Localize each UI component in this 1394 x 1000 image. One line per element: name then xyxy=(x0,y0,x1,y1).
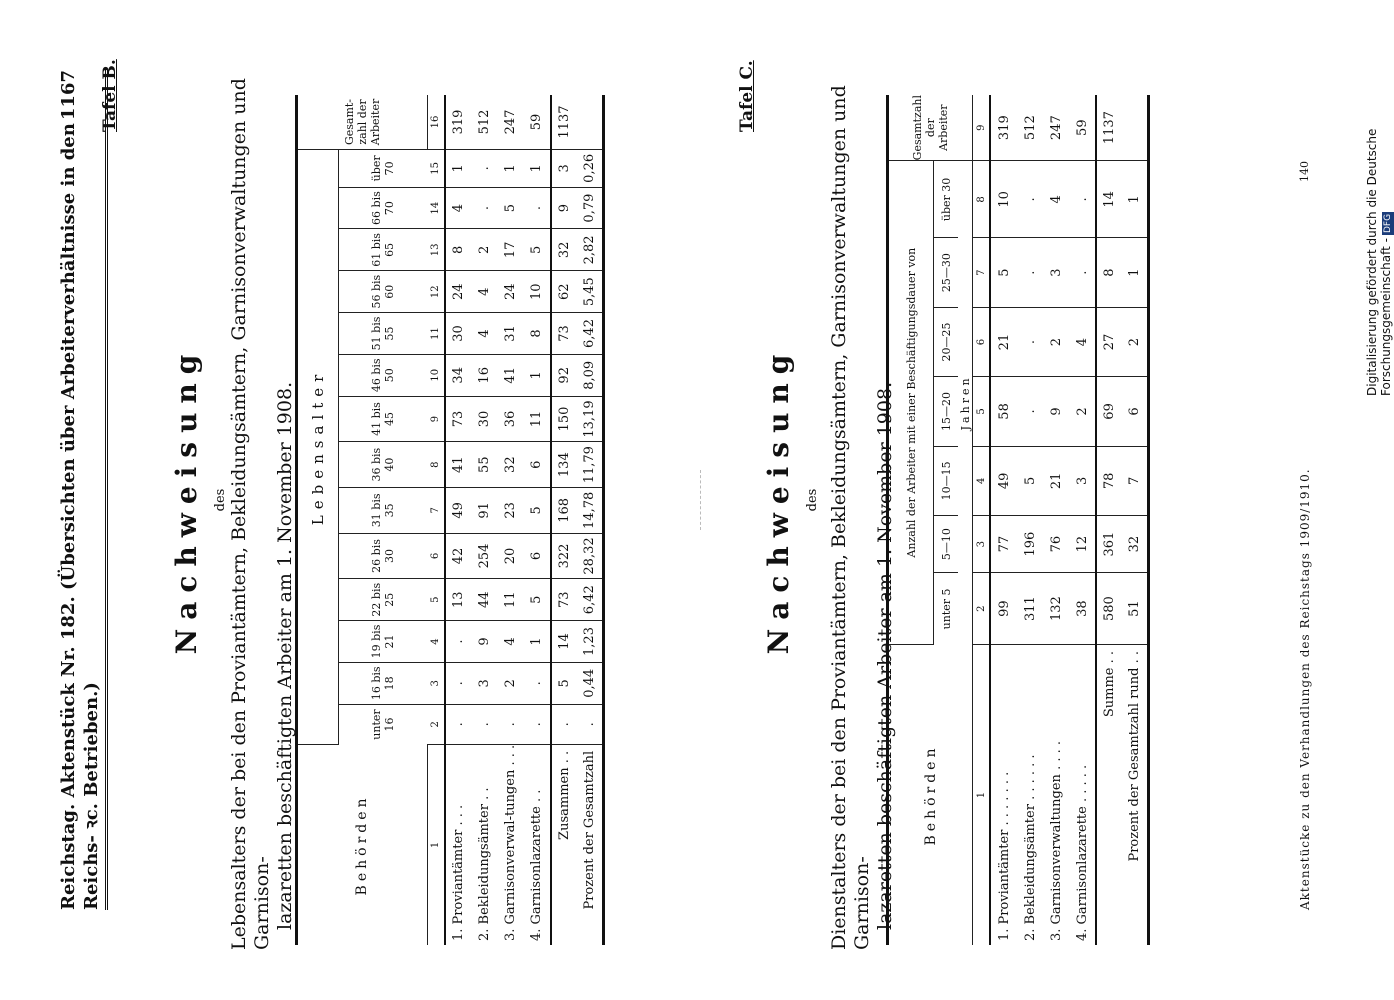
col-header-anzahl: Anzahl der Arbeiter mit einer Beschäftigungsdauer von xyxy=(888,161,934,645)
table-cell: 8 xyxy=(1096,238,1122,307)
table-cell: 59 xyxy=(1069,95,1096,161)
table-cell: 1 xyxy=(524,354,551,396)
table-cell: 2 xyxy=(472,229,498,271)
table-cell: 10 xyxy=(524,271,551,313)
table-cell: . xyxy=(445,662,472,704)
table-cell: 1137 xyxy=(1096,95,1122,161)
table-cell: 132 xyxy=(1043,573,1069,645)
table-cell: 1 xyxy=(1122,161,1149,238)
table-cell: 24 xyxy=(445,271,472,313)
percent-row xyxy=(1122,95,1149,945)
table-cell: 31 xyxy=(498,313,524,355)
col-number: 7 xyxy=(427,488,445,534)
table-cell: 134 xyxy=(551,442,577,488)
duration-group-header: 20—25 xyxy=(934,307,959,376)
table-cell: . xyxy=(524,662,551,704)
table-cell: 44 xyxy=(472,579,498,621)
table-cell: 27 xyxy=(1096,307,1122,376)
table-cell: 4 xyxy=(445,187,472,229)
table-cell: 24 xyxy=(498,271,524,313)
col-header-gesamt: Gesamt-zahl der Arbeiter xyxy=(297,95,428,150)
table-cell: 2 xyxy=(1122,307,1149,376)
table-row xyxy=(445,95,472,945)
table-cell: . xyxy=(445,704,472,744)
table-cell: 8 xyxy=(524,313,551,355)
row-label: Summe . . xyxy=(1096,645,1122,946)
table-cell: 34 xyxy=(445,354,472,396)
col-number: 1 xyxy=(427,744,445,945)
table-cell: . xyxy=(445,621,472,663)
col-header-behoerden: Behörden xyxy=(888,645,973,946)
col-number: 9 xyxy=(427,396,445,442)
table-cell: 3 xyxy=(1043,238,1069,307)
tafel-b-subtitle xyxy=(228,50,297,950)
table-row xyxy=(472,95,498,945)
table-cell: 6,42 xyxy=(577,579,604,621)
table-cell: 319 xyxy=(445,95,472,150)
table-cell: 11,79 xyxy=(577,442,604,488)
table-row xyxy=(1017,95,1043,945)
table-cell: 3 xyxy=(472,662,498,704)
table-cell: 23 xyxy=(498,488,524,534)
table-cell: 254 xyxy=(472,533,498,579)
col-number: 1 xyxy=(973,645,991,946)
tafel-b-table xyxy=(295,95,605,945)
table-cell: 319 xyxy=(990,95,1017,161)
col-header-gesamt: Gesamtzahl der Arbeiter xyxy=(888,95,973,161)
table-cell: 76 xyxy=(1043,516,1069,573)
tafel-b-subtitle-line1: Lebensalters der bei den Proviantämtern, Bekleidungsämtern, Garnisonverwaltungen und Garnison- xyxy=(228,78,273,950)
dfg-logo: DFG xyxy=(1383,213,1393,234)
table-cell: 3 xyxy=(551,150,577,188)
col-number: 12 xyxy=(427,271,445,313)
table-cell: 12 xyxy=(1069,516,1096,573)
age-group-header: 66 bis 70 xyxy=(339,187,428,229)
table-cell: 59 xyxy=(524,95,551,150)
table-cell: 4 xyxy=(1069,307,1096,376)
table-cell: 8 xyxy=(445,229,472,271)
duration-group-header: 15—20 xyxy=(934,377,959,446)
divider xyxy=(700,470,701,530)
table-cell: 2,82 xyxy=(577,229,604,271)
row-label: 2. Bekleidungsämter . . xyxy=(477,787,492,941)
table-cell: . xyxy=(524,704,551,744)
tafel-c-label: Tafel C. xyxy=(737,60,757,132)
col-number: 7 xyxy=(973,238,991,307)
col-header-jahren: Jahren xyxy=(958,161,973,645)
table-cell: 6 xyxy=(524,442,551,488)
table-cell: 5,45 xyxy=(577,271,604,313)
col-number: 4 xyxy=(427,621,445,663)
table-cell: . xyxy=(1069,161,1096,238)
table-cell: 16 xyxy=(472,354,498,396)
table-cell: 5 xyxy=(1017,446,1043,515)
table-cell: 247 xyxy=(498,95,524,150)
digitization-watermark xyxy=(1365,0,1394,396)
col-number: 4 xyxy=(973,446,991,515)
table-cell: 58 xyxy=(990,377,1017,446)
column-number-row xyxy=(973,95,991,945)
duration-group-header: unter 5 xyxy=(939,588,953,630)
table-cell: 11 xyxy=(524,396,551,442)
col-number: 15 xyxy=(427,150,445,188)
table-cell: 77 xyxy=(990,516,1017,573)
table-cell: 311 xyxy=(1017,573,1043,645)
table-cell: 6 xyxy=(524,533,551,579)
table-cell: 73 xyxy=(551,579,577,621)
table-cell: 92 xyxy=(551,354,577,396)
col-number: 9 xyxy=(973,95,991,161)
table-cell: 4 xyxy=(472,313,498,355)
page-number: 1167 xyxy=(58,70,79,121)
col-number: 6 xyxy=(427,533,445,579)
table-cell: 4 xyxy=(1043,161,1069,238)
age-group-header: 16 bis 18 xyxy=(339,662,428,704)
table-row xyxy=(498,95,524,945)
age-group-header: 22 bis 25 xyxy=(339,579,428,621)
table-cell: 62 xyxy=(551,271,577,313)
table-cell: 1 xyxy=(445,150,472,188)
table-cell: 247 xyxy=(1043,95,1069,161)
col-number: 2 xyxy=(427,704,445,744)
table-cell: 9 xyxy=(1043,377,1069,446)
tafel-b-subtitle-line2: lazaretten beschäftigten Arbeiter am 1. November 1908. xyxy=(274,381,296,930)
table-cell: 51 xyxy=(1122,573,1149,645)
running-head-text: Reichstag. Aktenstück Nr. 182. (Übersichten über Arbeiterverhältnisse in den Reichs- ꝛc. Betrieben.) xyxy=(58,123,102,910)
row-label: 3. Garnisonverwaltungen . . . . xyxy=(1048,741,1064,941)
table-cell: 55 xyxy=(472,442,498,488)
table-cell: 20 xyxy=(498,533,524,579)
table-row xyxy=(990,95,1017,945)
col-number: 5 xyxy=(973,377,991,446)
table-cell: 0,26 xyxy=(577,150,604,188)
table-cell: 17 xyxy=(498,229,524,271)
table-cell: . xyxy=(472,150,498,188)
table-cell: 69 xyxy=(1096,377,1122,446)
table-cell: 2 xyxy=(1069,377,1096,446)
table-cell: 322 xyxy=(551,533,577,579)
table-cell: . xyxy=(498,704,524,744)
table-cell: 2 xyxy=(1043,307,1069,376)
table-cell: 7 xyxy=(1122,446,1149,515)
table-cell: 10 xyxy=(990,161,1017,238)
total-row xyxy=(1096,95,1122,945)
age-group-header: 36 bis 40 xyxy=(339,442,428,488)
table-row xyxy=(524,95,551,945)
table-cell: 196 xyxy=(1017,516,1043,573)
row-label: 3. Garnisonverwal-tungen . . . xyxy=(503,744,518,941)
tafel-c-subtitle-line1: Dienstalters der bei den Proviantämtern, Bekleidungsämtern, Garnisonverwaltungen und Garnison- xyxy=(828,85,873,950)
table-cell xyxy=(1122,95,1149,161)
table-cell: 168 xyxy=(551,488,577,534)
tafel-c-title: Nachweisung xyxy=(762,345,795,655)
age-group-header: unter 16 xyxy=(370,709,396,740)
table-cell: . xyxy=(1069,238,1096,307)
table-cell: 49 xyxy=(990,446,1017,515)
tafel-c-body xyxy=(990,95,1149,945)
table-cell: 1137 xyxy=(551,95,577,150)
table-cell: 28,32 xyxy=(577,533,604,579)
row-label: Prozent der Gesamtzahl rund . . xyxy=(1127,651,1142,862)
duration-group-header: 5—10 xyxy=(934,516,959,573)
table-cell: 512 xyxy=(472,95,498,150)
table-cell: 5 xyxy=(524,579,551,621)
age-group-header: 61 bis 65 xyxy=(339,229,428,271)
table-row xyxy=(1043,95,1069,945)
table-cell: 14,78 xyxy=(577,488,604,534)
table-cell: 91 xyxy=(472,488,498,534)
table-cell: 5 xyxy=(524,488,551,534)
table-cell: 38 xyxy=(1069,573,1096,645)
running-head xyxy=(58,70,108,910)
table-cell: 13,19 xyxy=(577,396,604,442)
table-cell: 8,09 xyxy=(577,354,604,396)
col-number: 8 xyxy=(973,161,991,238)
table-cell: 9 xyxy=(472,621,498,663)
tafel-b-des: des xyxy=(213,488,228,512)
table-cell: 6 xyxy=(1122,377,1149,446)
tafel-b-body xyxy=(445,95,604,945)
table-cell: 1,23 xyxy=(577,621,604,663)
duration-group-header: 25—30 xyxy=(934,238,959,307)
duration-group-header: 10—15 xyxy=(934,446,959,515)
table-cell: 78 xyxy=(1096,446,1122,515)
table-cell: . xyxy=(1017,161,1043,238)
age-group-header: 19 bis 21 xyxy=(339,621,428,663)
col-header-behoerden: Behörden xyxy=(297,744,428,945)
table-cell: . xyxy=(1017,377,1043,446)
tafel-b-title: Nachweisung xyxy=(170,345,203,655)
table-cell: 5 xyxy=(990,238,1017,307)
row-label: 4. Garnisonlazarette . . . . . xyxy=(1074,764,1090,941)
table-cell: . xyxy=(1017,307,1043,376)
side-number: 140 xyxy=(1298,161,1311,182)
age-group-header: 31 bis 35 xyxy=(339,488,428,534)
table-cell: . xyxy=(577,704,604,744)
table-cell: 512 xyxy=(1017,95,1043,161)
table-cell xyxy=(577,95,604,150)
age-group-header: 41 bis 45 xyxy=(339,396,428,442)
table-cell: 1 xyxy=(524,621,551,663)
table-cell: 32 xyxy=(1122,516,1149,573)
row-label: Zusammen . . xyxy=(551,744,577,945)
table-cell: 73 xyxy=(445,396,472,442)
age-group-header: 26 bis 30 xyxy=(339,533,428,579)
table-cell: 1 xyxy=(1122,238,1149,307)
table-cell: 14 xyxy=(551,621,577,663)
row-label: 2. Bekleidungsämter . . . . . . xyxy=(1022,754,1038,941)
table-cell: 5 xyxy=(524,229,551,271)
tafel-b-label: Tafel B. xyxy=(100,59,120,132)
table-cell: 32 xyxy=(551,229,577,271)
col-number: 11 xyxy=(427,313,445,355)
age-group-header: 51 bis 55 xyxy=(339,313,428,355)
age-group-header: über 70 xyxy=(339,150,428,188)
table-cell: 41 xyxy=(498,354,524,396)
duration-group-header: über 30 xyxy=(934,161,959,238)
table-cell: 9 xyxy=(551,187,577,229)
table-cell: 41 xyxy=(445,442,472,488)
table-cell: 11 xyxy=(498,579,524,621)
col-number: 13 xyxy=(427,229,445,271)
table-cell: 42 xyxy=(445,533,472,579)
total-row xyxy=(551,95,577,945)
footer-note: Aktenstücke zu den Verhandlungen des Reichstags 1909/1910. xyxy=(1298,468,1312,910)
col-number: 16 xyxy=(427,95,445,150)
table-cell: 6,42 xyxy=(577,313,604,355)
table-cell: 49 xyxy=(445,488,472,534)
table-cell: 30 xyxy=(445,313,472,355)
table-cell: 5 xyxy=(498,187,524,229)
col-number: 8 xyxy=(427,442,445,488)
col-number: 14 xyxy=(427,187,445,229)
table-cell: 1 xyxy=(498,150,524,188)
table-cell: 361 xyxy=(1096,516,1122,573)
col-number: 3 xyxy=(973,516,991,573)
table-cell: 73 xyxy=(551,313,577,355)
table-cell: 36 xyxy=(498,396,524,442)
table-cell: 0,44 xyxy=(577,662,604,704)
percent-row xyxy=(577,95,604,945)
row-label: 1. Proviantämter . . . xyxy=(451,804,466,941)
table-row xyxy=(1069,95,1096,945)
age-group-header: 56 bis 60 xyxy=(339,271,428,313)
col-number: 2 xyxy=(973,573,991,645)
table-cell: . xyxy=(472,704,498,744)
col-header-lebensalter: Lebensalter xyxy=(297,150,339,745)
table-cell: . xyxy=(1017,238,1043,307)
col-number: 10 xyxy=(427,354,445,396)
table-cell: 0,79 xyxy=(577,187,604,229)
table-cell: 5 xyxy=(551,662,577,704)
table-cell: 4 xyxy=(498,621,524,663)
col-number: 6 xyxy=(973,307,991,376)
table-cell: 21 xyxy=(1043,446,1069,515)
table-cell: 150 xyxy=(551,396,577,442)
table-cell: 4 xyxy=(472,271,498,313)
table-cell: 21 xyxy=(990,307,1017,376)
table-cell: 13 xyxy=(445,579,472,621)
col-number: 3 xyxy=(427,662,445,704)
column-number-row xyxy=(427,95,445,945)
table-cell: . xyxy=(524,187,551,229)
tafel-c-subtitle-line2: lazaretten beschäftigten Arbeiter am 1. November 1908. xyxy=(874,381,896,930)
table-cell: 99 xyxy=(990,573,1017,645)
table-cell: 32 xyxy=(498,442,524,488)
col-number: 5 xyxy=(427,579,445,621)
table-cell: 30 xyxy=(472,396,498,442)
table-cell: . xyxy=(551,704,577,744)
table-cell: 580 xyxy=(1096,573,1122,645)
table-cell: 3 xyxy=(1069,446,1096,515)
table-cell: 1 xyxy=(524,150,551,188)
tafel-c-table xyxy=(886,95,1150,945)
tafel-c-des: des xyxy=(805,488,820,512)
table-cell: 2 xyxy=(498,662,524,704)
row-label: 1. Proviantämter . . . . . . . xyxy=(996,771,1012,941)
table-cell: . xyxy=(472,187,498,229)
row-label: 4. Garnisonlazarette . . xyxy=(529,789,544,941)
row-label: Prozent der Gesamtzahl xyxy=(581,750,597,910)
age-group-header: 46 bis 50 xyxy=(339,354,428,396)
table-cell: 14 xyxy=(1096,161,1122,238)
watermark-text: Digitalisierung gefördert durch die Deutsche Forschungsgemeinschaft - xyxy=(1365,128,1393,396)
